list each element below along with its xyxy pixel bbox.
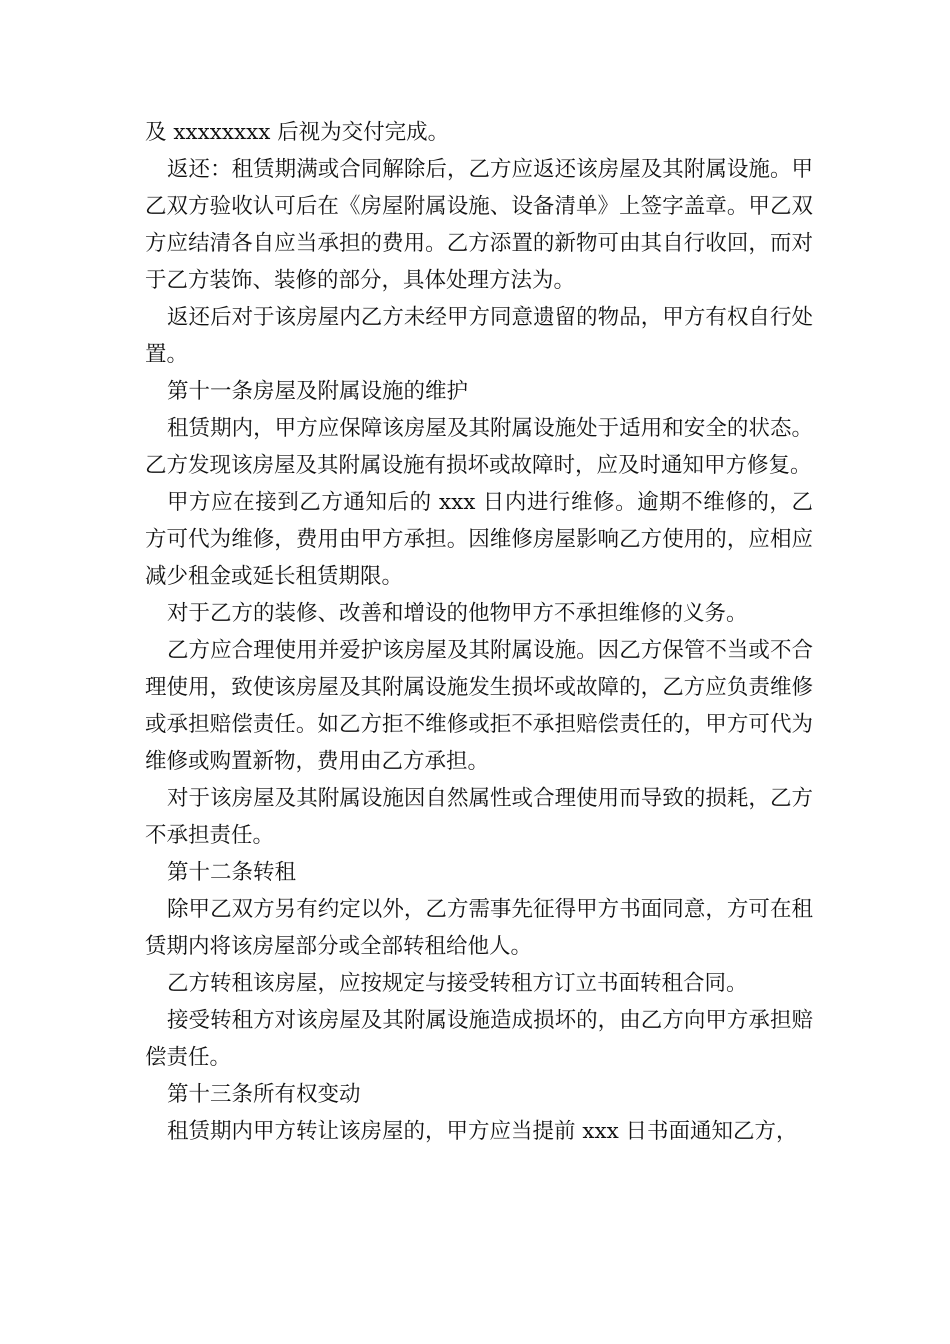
- paragraph-sublease-contract: 乙方转租该房屋，应按规定与接受转租方订立书面转租合同。: [167, 971, 748, 996]
- paragraph-return: 返还：租赁期满或合同解除后，乙方应返还该房屋及其附属设施。甲乙双方验收认可后在《房屋附属设施、设备清单》上签字盖章。甲乙双方应结清各自应当承担的费用。乙方添置的新物可由其自行收回，而对于乙方装饰、装修的部分，具体处理方法为。: [145, 157, 813, 293]
- paragraph-maintenance-duty: 租赁期内，甲方应保障该房屋及其附属设施处于适用和安全的状态。乙方发现该房屋及其附属设施有损坏或故障时，应及时通知甲方修复。: [145, 416, 813, 478]
- paragraph-delivery-complete: 及 xxxxxxxx 后视为交付完成。: [145, 120, 450, 145]
- paragraph-sublease-consent: 除甲乙双方另有约定以外，乙方需事先征得甲方书面同意，方可在租赁期内将该房屋部分或全部转租给他人。: [145, 897, 813, 959]
- paragraph-proper-use: 乙方应合理使用并爱护该房屋及其附属设施。因乙方保管不当或不合理使用，致使该房屋及其附属设施发生损坏或故障的，乙方应负责维修或承担赔偿责任。如乙方拒不维修或拒不承担赔偿责任的，甲方可代为维修或购置新物，费用由乙方承担。: [145, 638, 813, 774]
- paragraph-left-items: 返还后对于该房屋内乙方未经甲方同意遗留的物品，甲方有权自行处置。: [145, 305, 813, 367]
- section-heading-12: 第十二条转租: [167, 860, 297, 885]
- paragraph-no-repair-obligation: 对于乙方的装修、改善和增设的他物甲方不承担维修的义务。: [167, 601, 748, 626]
- paragraph-sublease-damage: 接受转租方对该房屋及其附属设施造成损坏的，由乙方向甲方承担赔偿责任。: [145, 1008, 813, 1070]
- paragraph-ownership-transfer: 租赁期内甲方转让该房屋的，甲方应当提前 xxx 日书面通知乙方，: [167, 1119, 798, 1144]
- section-heading-11: 第十一条房屋及附属设施的维护: [167, 379, 469, 404]
- paragraph-natural-wear: 对于该房屋及其附属设施因自然属性或合理使用而导致的损耗，乙方不承担责任。: [145, 786, 813, 848]
- section-heading-13: 第十三条所有权变动: [167, 1082, 361, 1107]
- paragraph-repair-deadline: 甲方应在接到乙方通知后的 xxx 日内进行维修。逾期不维修的，乙方可代为维修，费用由甲方承担。因维修房屋影响乙方使用的，应相应减少租金或延长租赁期限。: [145, 490, 813, 589]
- document-body: [145, 114, 813, 1150]
